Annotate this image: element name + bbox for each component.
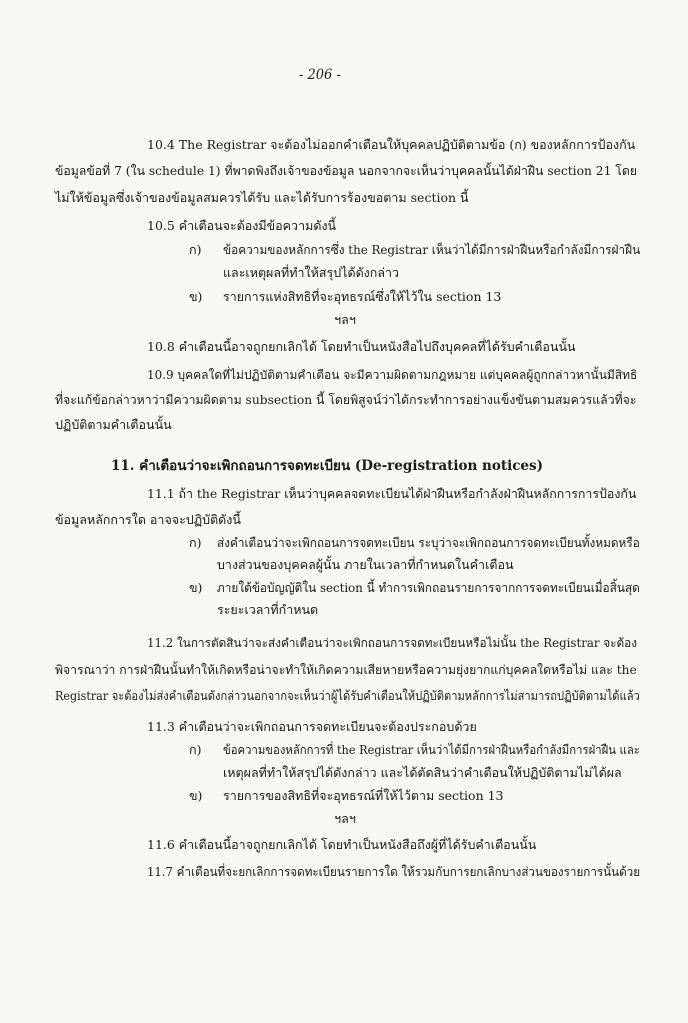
paragraph-10-4-line-3: ไม่ให้ข้อมูลซึ่งเจ้าของข้อมูลสมควรได้รับ และได้รับการร้องขอตาม section นี้: [55, 190, 469, 205]
paragraph-10-9-line-2: ที่จะแก้ข้อกล่าวหาว่ามีความผิดตาม subsection นี้ โดยพิสูจน์ว่าได้กระทำการอย่างแข็งขันตามสมควรแล้วที่จะ: [55, 393, 637, 407]
paragraph-10-9-line-1: 10.9 บุคคลใดที่ไม่ปฏิบัติตามคำเตือน จะมีความผิดตามกฎหมาย แต่บุคคลผู้ถูกกล่าวหานั้นมีสิทธิ: [147, 368, 637, 382]
section-11-heading: 11. คำเตือนว่าจะเพิกถอนการจดทะเบียน (De-registration notices): [111, 458, 544, 474]
paragraph-11-2-line-2: พิจารณาว่า การฝ่าฝืนนั้นทำให้เกิดหรือน่าจะทำให้เกิดความเสียหายหรือความยุ่งยากแก่บุคคลใดหรือไม่ และ the: [55, 663, 637, 677]
list-marker: ข): [189, 788, 203, 803]
list-marker: ข): [189, 289, 203, 304]
list-item-text: ระยะเวลาที่กำหนด: [217, 602, 319, 617]
paragraph-10-5: 10.5 คำเตือนจะต้องมีข้อความดังนี้: [147, 218, 337, 233]
list-item-text: ส่งคำเตือนว่าจะเพิกถอนการจดทะเบียน ระบุว่าจะเพิกถอนการจดทะเบียนทั้งหมดหรือ: [217, 535, 640, 550]
list-marker: ข): [189, 580, 203, 595]
page-number: - 206 -: [298, 67, 341, 83]
paragraph-11-7: 11.7 คำเตือนที่จะยกเลิกการจดทะเบียนรายการใด ให้รวมกับการยกเลิกบางส่วนของรายการนั้นด้วย: [147, 864, 641, 879]
ellipsis-etc: ฯลฯ: [334, 811, 356, 826]
list-marker: ก): [189, 742, 202, 757]
paragraph-11-1-line-1: 11.1 ถ้า the Registrar เห็นว่าบุคคลจดทะเบียนได้ฝ่าฝืนหรือกำลังฝ่าฝืนหลักการการป้องกัน: [147, 486, 637, 501]
paragraph-10-4-line-2: ข้อมูลข้อที่ 7 (ใน schedule 1) ที่พาดพิงถึงเจ้าของข้อมูล นอกจากจะเห็นว่าบุคคลนั้นได้ฝ่าฝืน section 21 โดย: [55, 164, 637, 178]
list-marker: ก): [189, 535, 202, 550]
list-item-text: เหตุผลที่ทำให้สรุปได้ดังกล่าว และได้ตัดสินว่าคำเตือนให้ปฏิบัติตามไม่ได้ผล: [223, 765, 622, 780]
list-item-text: บางส่วนของบุคคลผู้นั้น ภายในเวลาที่กำหนดในคำเตือน: [217, 557, 514, 572]
paragraph-10-8: 10.8 คำเตือนนี้อาจถูกยกเลิกได้ โดยทำเป็นหนังสือไปถึงบุคคลที่ได้รับคำเตือนนั้น: [147, 339, 576, 354]
list-item-text: ภายใต้ข้อบัญญัติใน section นี้ ทำการเพิกถอนรายการจากการจดทะเบียนเมื่อสิ้นสุด: [217, 580, 640, 595]
paragraph-11-6: 11.6 คำเตือนนี้อาจถูกยกเลิกได้ โดยทำเป็นหนังสือถึงผู้ที่ได้รับคำเตือนนั้น: [147, 837, 537, 852]
paragraph-11-3: 11.3 คำเตือนว่าจะเพิกถอนการจดทะเบียนจะต้องประกอบด้วย: [147, 719, 477, 734]
list-marker: ก): [189, 242, 202, 257]
list-item-text: รายการแห่งสิทธิที่จะอุทธรณ์ซึ่งให้ไว้ใน section 13: [223, 289, 502, 304]
list-item-text: รายการของสิทธิที่จะอุทธรณ์ที่ให้ไว้ตาม section 13: [223, 788, 504, 803]
list-item-text: และเหตุผลที่ทำให้สรุปได้ดังกล่าว: [223, 265, 400, 280]
ellipsis-etc: ฯลฯ: [334, 312, 356, 327]
paragraph-11-1-line-2: ข้อมูลหลักการใด อาจจะปฏิบัติดังนี้: [55, 512, 241, 527]
paragraph-11-2-line-3: Registrar จะต้องไม่ส่งคำเตือนดังกล่าวนอกจากจะเห็นว่าผู้ได้รับคำเตือนให้ปฏิบัติตามหลักการไม่สามารถปฏิบัติตามได้แล้ว: [55, 688, 640, 703]
paragraph-10-4-line-1: 10.4 The Registrar จะต้องไม่ออกคำเตือนให้บุคคลปฏิบัติตามข้อ (ก) ของหลักการป้องกัน: [147, 137, 636, 152]
list-item-text: ข้อความของหลักการซึ่ง the Registrar เห็นว่าได้มีการฝ่าฝืนหรือกำลังมีการฝ่าฝืน: [223, 242, 641, 257]
paragraph-11-2-line-1: 11.2 ในการตัดสินว่าจะส่งคำเตือนว่าจะเพิกถอนการจดทะเบียนหรือไม่นั้น the Registrar จะต้อง: [147, 636, 637, 650]
list-item-text: ข้อความของหลักการที่ the Registrar เห็นว่าได้มีการฝ่าฝืนหรือกำลังมีการฝ่าฝืน และ: [223, 742, 640, 757]
paragraph-10-9-line-3: ปฏิบัติตามคำเตือนนั้น: [55, 417, 172, 432]
